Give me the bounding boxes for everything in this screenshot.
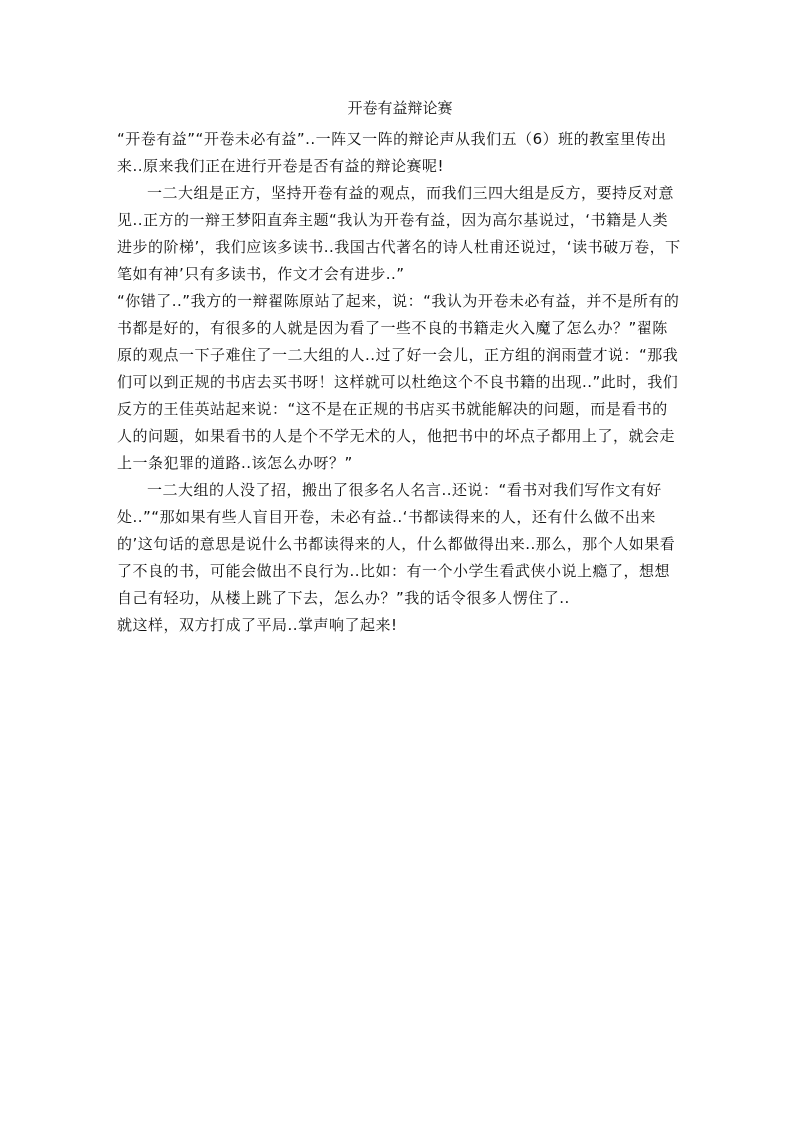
paragraph-rebuttal: 一二大组的人没了招，搬出了很多名人名言..还说：“看书对我们写作文有好处..”“那如果有些人盲目开卷，未必有益..‘书都读得来的人，还有什么做不出来的’这句话的意思是说什么书都读得来的人，什么都做得出来..那么，那个人如果看了不良的书，可能会做出不良行为..比如：有一个小学生看武侠小说上瘾了，想想自己有轻功，从楼上跳了下去，怎么办？”我的话令很多人愣住了..	[117, 481, 676, 607]
paragraph-affirmative: 一二大组是正方，坚持开卷有益的观点，而我们三四大组是反方，要持反对意见..正方的一辩王梦阳直奔主题“我认为开卷有益，因为高尔基说过，‘书籍是人类进步的阶梯’，我们应该多读书..我国古代著名的诗人杜甫还说过，‘读书破万卷，下笔如有神’只有多读书，作文才会有进步..”	[117, 184, 681, 283]
paragraph-negative: “你错了..”我方的一辩翟陈原站了起来，说：“我认为开卷未必有益，并不是所有的书都是好的，有很多的人就是因为看了一些不良的书籍走火入魔了怎么办？”翟陈原的观点一下子难住了一二大组的人..过了好一会儿，正方组的润雨萱才说：“那我们可以到正规的书店去买书呀！这样就可以杜绝这个不良书籍的出现..”此时，我们反方的王佳英站起来说：“这不是在正规的书店买书就能解决的问题，而是看书的人的问题，如果看书的人是个不学无术的人，他把书中的坏点子都用上了，就会走上一条犯罪的道路..该怎么办呀？”	[117, 292, 680, 472]
document-content	[117, 96, 683, 639]
paragraph-opening: “开卷有益”“开卷未必有益”..一阵又一阵的辩论声从我们五（6）班的教室里传出来..原来我们正在进行开卷是否有益的辩论赛呢!	[117, 130, 667, 175]
paragraph-ending: 就这样，双方打成了平局..掌声响了起来!	[117, 616, 398, 634]
document-title: 开卷有益辩论赛	[347, 99, 453, 117]
